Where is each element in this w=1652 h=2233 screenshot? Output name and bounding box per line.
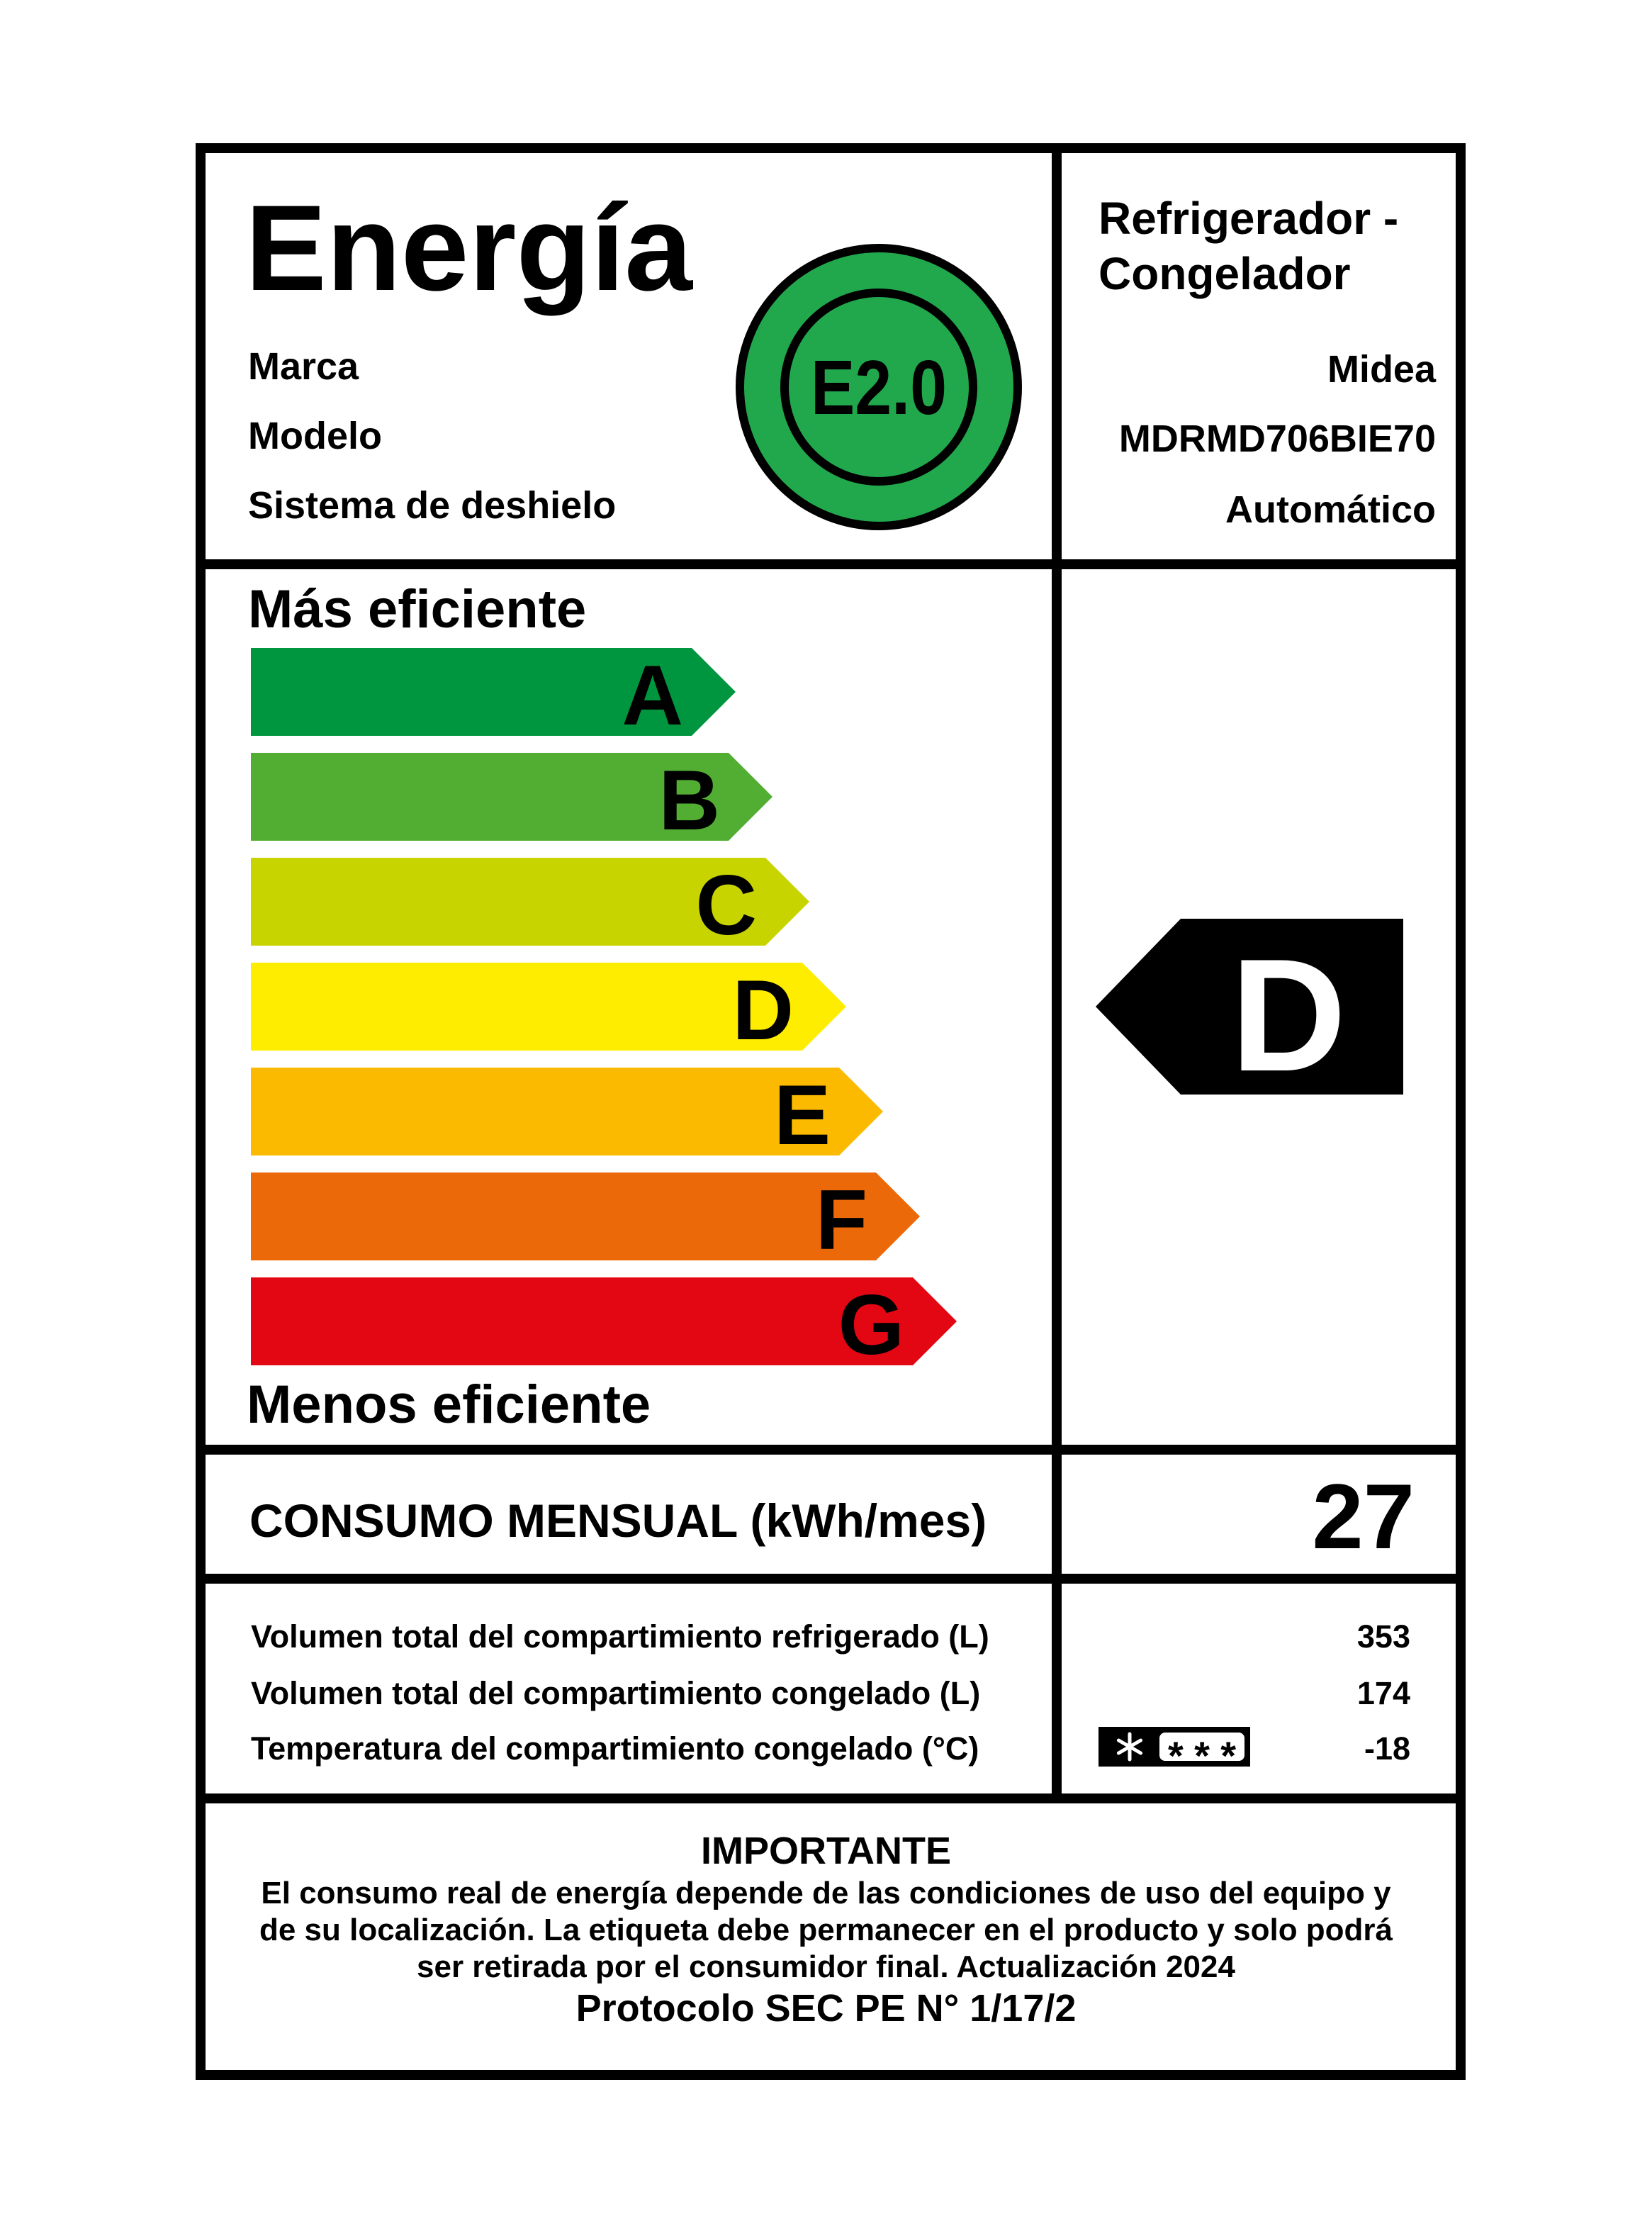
class-letter-c: C [695,858,757,953]
class-letter-b: B [658,753,720,848]
appliance-type-line-2: Congelador [1098,248,1351,299]
brand-value: Midea [1327,348,1436,391]
divider-vertical [1052,143,1062,1803]
class-letter-a: A [622,648,683,743]
badge-text: E2.0 [811,345,947,431]
divider-header [196,559,1466,569]
freezer-star-rating [1098,1727,1250,1778]
important-line-3: ser retirada por el consumidor final. Actualización 2024 [417,1949,1235,1984]
class-letter-d: D [732,963,794,1058]
energy-badge-icon [736,244,1022,530]
class-arrow-a [251,648,736,743]
consumption-label: CONSUMO MENSUAL (kWh/mes) [249,1494,987,1547]
label-title: Energía [245,180,692,316]
freezer-stars: *** [1168,1733,1236,1778]
divider-consumption [196,1574,1466,1584]
class-arrow-c [251,858,809,953]
consumption-value: 27 [1312,1465,1415,1568]
appliance-type-line-1: Refrigerador - [1098,193,1399,244]
spec-frozen-volume-value: 174 [1356,1675,1410,1711]
spec-refrigerated-volume-value: 353 [1356,1618,1410,1655]
brand-label: Marca [248,345,359,388]
spec-freezer-temperature-value: -18 [1364,1730,1410,1767]
important-line-2: de su localización. La etiqueta debe permanecer en el producto y solo podrá [259,1913,1393,1947]
protocol-reference: Protocolo SEC PE N° 1/17/2 [575,1987,1077,2030]
class-arrow-e [251,1068,883,1163]
scale-top-label: Más eficiente [248,579,587,639]
spec-refrigerated-volume-label: Volumen total del compartimiento refrigerado (L) [251,1618,989,1655]
model-value: MDRMD706BIE70 [1118,418,1436,460]
class-arrow-d [251,963,846,1058]
rating-letter: D [1230,925,1347,1104]
important-title: IMPORTANTE [701,1830,951,1872]
class-letter-f: F [815,1173,867,1267]
class-arrow-g [251,1277,957,1372]
scale-bottom-label: Menos eficiente [247,1375,651,1435]
spec-freezer-temperature-label: Temperatura del compartimiento congelado (°C) [251,1730,979,1767]
class-arrow-f [251,1173,920,1267]
class-letter-e: E [773,1068,831,1163]
class-arrow-b [251,753,772,848]
defrost-label: Sistema de deshielo [248,484,617,527]
class-letter-g: G [838,1277,904,1372]
defrost-value: Automático [1225,488,1436,531]
divider-specs [196,1793,1466,1803]
model-label: Modelo [248,415,382,457]
spec-frozen-volume-label: Volumen total del compartimiento congelado (L) [251,1675,981,1711]
important-line-1: El consumo real de energía depende de las condiciones de uso del equipo y [261,1876,1391,1910]
rating-indicator [1096,919,1403,1104]
divider-scale [196,1445,1466,1455]
